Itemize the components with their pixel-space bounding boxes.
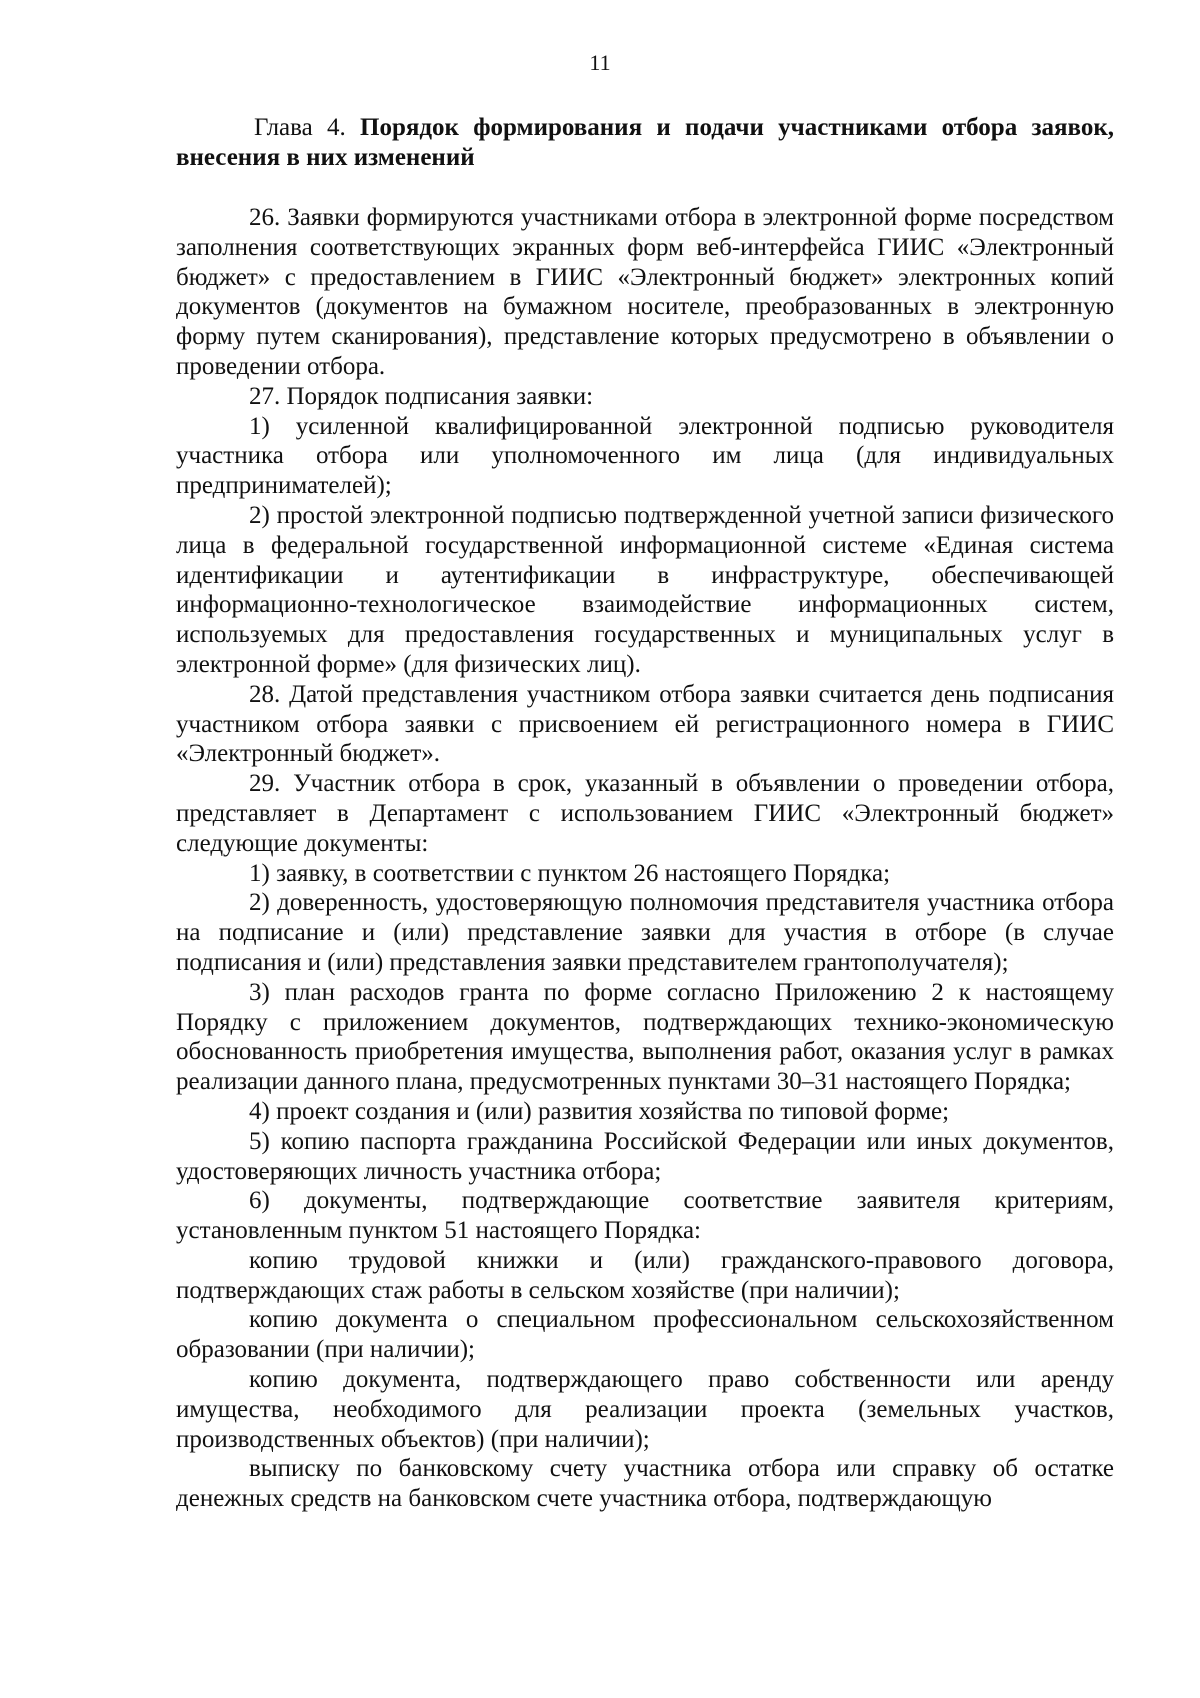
paragraph-29-item-4: 4) проект создания и (или) развития хозяйства по типовой форме; — [249, 1097, 950, 1125]
paragraph-29-item-6-sub-1: копию трудовой книжки и (или) гражданского-правового договора, подтверждающих стаж работы в сельском хозяйстве (при наличии); — [176, 1246, 1114, 1304]
paragraph-27-item-2: 2) простой электронной подписью подтвержденной учетной записи физического лица в федеральной государственной информационной системе «Единая система идентификации и аутентификации в инфраструктуре, обеспечивающей информационно-технологическое взаимодействие информационных систем, используемых для предоставления государственных и муниципальных услуг в электронной форме» (для физических лиц). — [176, 501, 1114, 678]
paragraph-29-item-1: 1) заявку, в соответствии с пунктом 26 настоящего Порядка; — [249, 859, 891, 887]
paragraph-27-item-1: 1) усиленной квалифицированной электронной подписью руководителя участника отбора или уполномоченного им лица (для индивидуальных предпринимателей); — [176, 412, 1114, 500]
chapter-heading — [176, 113, 1114, 173]
chapter-label: Глава 4. — [254, 114, 346, 141]
document-body — [176, 113, 1114, 1514]
paragraph-29-item-6-sub-3: копию документа, подтверждающего право собственности или аренду имущества, необходимого для реализации проекта (земельных участков, производственных объектов) (при наличии); — [176, 1366, 1114, 1453]
page-number: 11 — [589, 50, 611, 75]
paragraph-29-item-5: 5) копию паспорта гражданина Российской Федерации или иных документов, удостоверяющих личность участника отбора; — [176, 1127, 1114, 1185]
paragraph-29-item-6-sub-4: выписку по банковскому счету участника отбора или справку об остатке денежных средств на банковском счете участника отбора, подтверждающую — [176, 1455, 1114, 1513]
paragraph-26: 26. Заявки формируются участниками отбора в электронной форме посредством заполнения соответствующих экранных форм веб-интерфейса ГИИС «Электронный бюджет» с предоставлением в ГИИС «Электронный бюджет» электронных копий документов (документов на бумажном носителе, преобразованных в электронную форму путем сканирования), представление которых предусмотрено в объявлении о проведении отбора. — [176, 204, 1114, 380]
paragraph-29: 29. Участник отбора в срок, указанный в объявлении о проведении отбора, представляет в Департамент с использованием ГИИС «Электронный бюджет» следующие документы: — [176, 770, 1114, 857]
paragraph-29-item-3: 3) план расходов гранта по форме согласно Приложению 2 к настоящему Порядку с приложением документов, подтверждающих технико-экономическую обоснованность приобретения имущества, выполнения работ, оказания услуг в рамках реализации данного плана, предусмотренных пунктами 30–31 настоящего Порядка; — [176, 978, 1114, 1096]
paragraph-29-item-6: 6) документы, подтверждающие соответствие заявителя критериям, установленным пунктом 51 настоящего Порядка: — [176, 1187, 1114, 1245]
paragraph-28: 28. Датой представления участником отбора заявки считается день подписания участником отбора заявки с присвоением ей регистрационного номера в ГИИС «Электронный бюджет». — [176, 680, 1114, 768]
paragraph-29-item-2: 2) доверенность, удостоверяющую полномочия представителя участника отбора на подписание и (или) представление заявки для участия в отборе (в случае подписания и (или) представления заявки представителем грантополучателя); — [176, 889, 1114, 976]
paragraph-29-item-6-sub-2: копию документа о специальном профессиональном сельскохозяйственном образовании (при наличии); — [176, 1306, 1114, 1364]
chapter-title: Порядок формирования и подачи участниками отбора заявок, внесения в них изменений — [176, 114, 1115, 171]
paragraph-27: 27. Порядок подписания заявки: — [249, 382, 594, 410]
